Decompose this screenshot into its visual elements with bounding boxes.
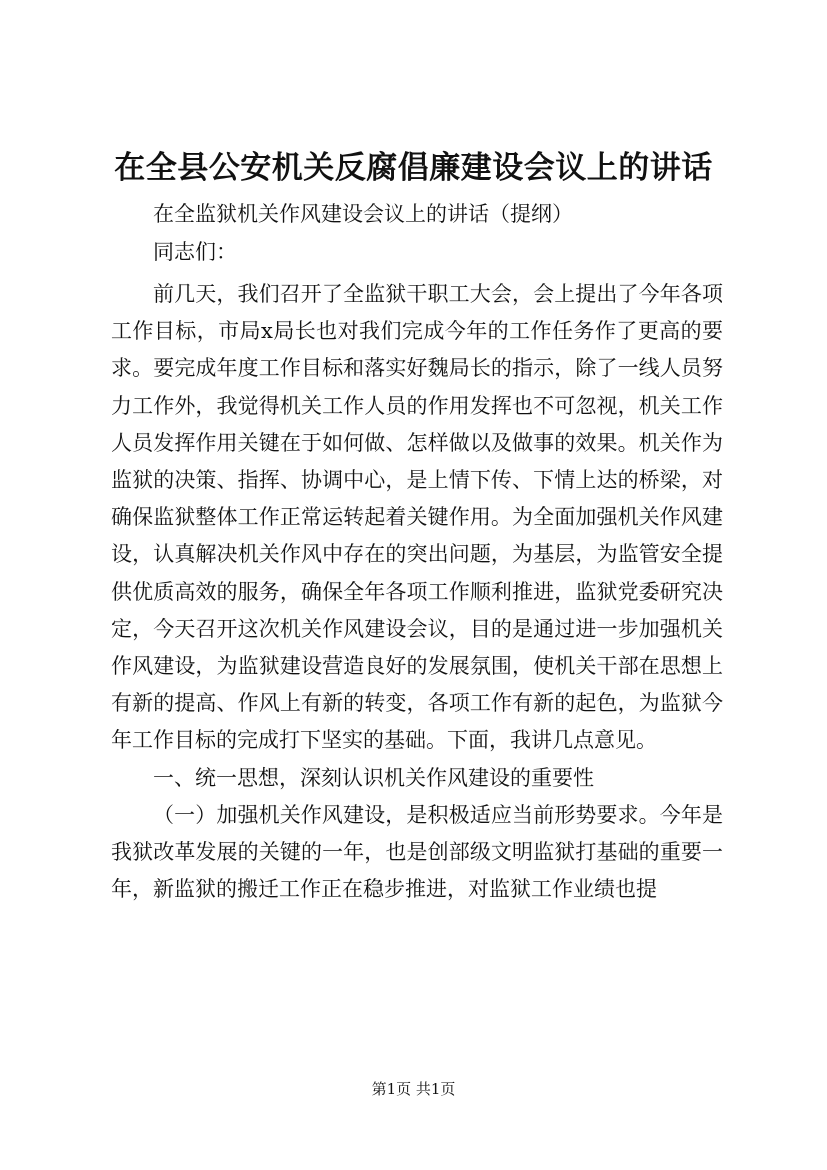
- salutation-paragraph: 同志们：: [153, 240, 237, 264]
- body-paragraph-intro: 前几天，我们召开了全监狱干职工大会，会上提出了今年各项工作目标，市局x局长也对我们完成今年的工作任务作了更高的要求。要完成年度工作目标和落实好魏局长的指示，除了一线人员努力工作外，我觉得机关工作人员的作用发挥也不可忽视，机关工作人员发挥作用关键在于如何做、怎样做以及做事的效果。机关作为监狱的决策、指挥、协调中心，是上情下传、下情上达的桥梁，对确保监狱整体工作正常运转起着关键作用。为全面加强机关作风建设，认真解决机关作风中存在的突出问题，为基层，为监管安全提供优质高效的服务，确保全年各项工作顺利推进，监狱党委研究决定，今天召开这次机关作风建设会议，目的是通过进一步加强机关作风建设，为监狱建设营造良好的发展氛围，使机关干部在思想上有新的提高、作风上有新的转变，各项工作有新的起色，为监狱今年工作目标的完成打下坚实的基础。下面，我讲几点意见。: [111, 282, 723, 753]
- document-body: [111, 198, 723, 908]
- subtitle-paragraph: 在全监狱机关作风建设会议上的讲话（提纲）: [153, 202, 573, 226]
- document-title: 在全县公安机关反腐倡廉建设会议上的讲话: [114, 150, 713, 186]
- body-paragraph-section-1-1: （一）加强机关作风建设，是积极适应当前形势要求。今年是我狱改革发展的关键的一年，也是创部级文明监狱打基础的重要一年，新监狱的搬迁工作正在稳步推进，对监狱工作业绩也提: [111, 802, 723, 902]
- page-footer: 第1页 共1页: [371, 1080, 456, 1098]
- section-heading-1: 一、统一思想，深刻认识机关作风建设的重要性: [153, 765, 594, 790]
